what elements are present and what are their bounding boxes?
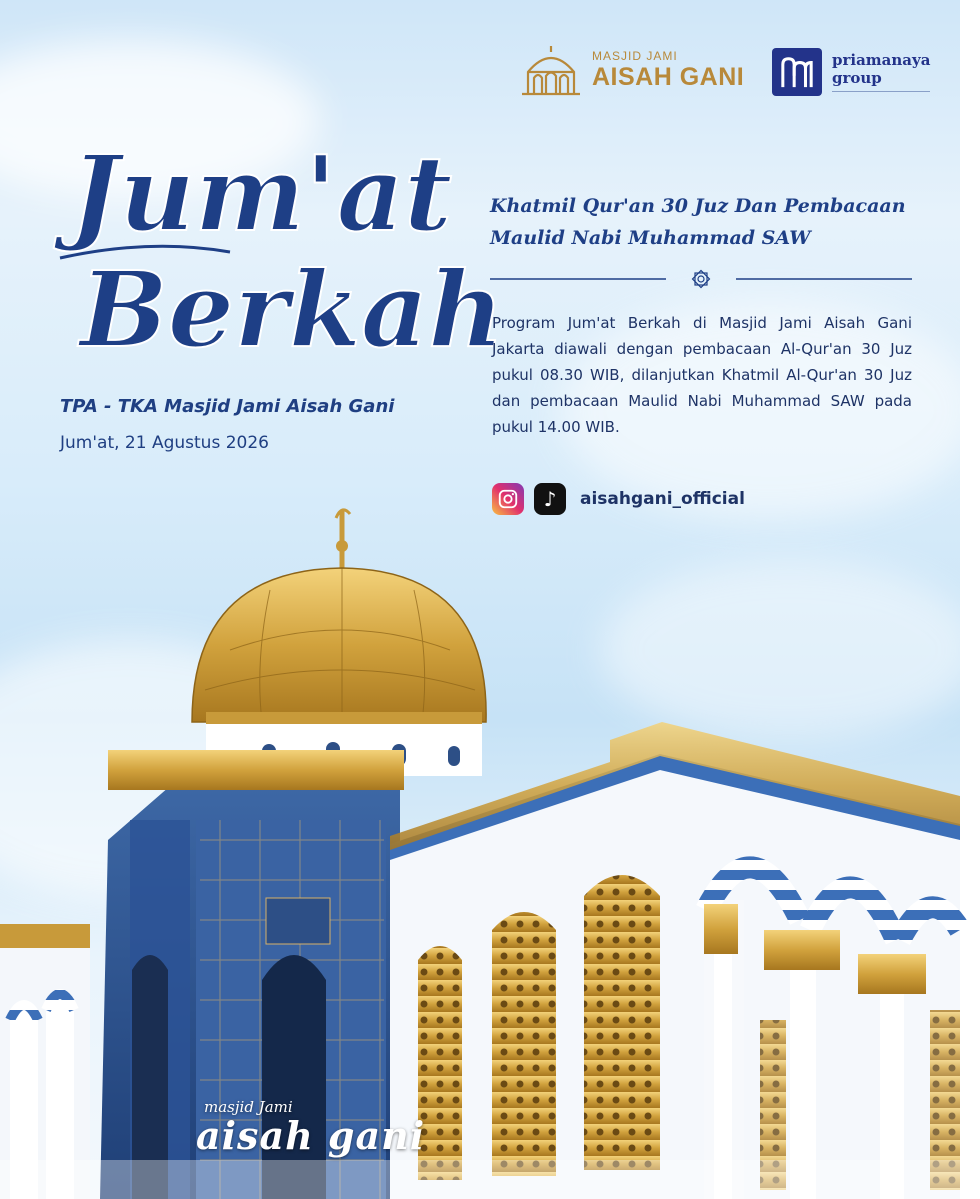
ornament-divider [490,268,912,290]
golden-dome [192,568,486,722]
mosque-dome-icon [520,42,582,98]
watermark-small: masjid Jami [204,1098,293,1116]
program-description: Program Jum'at Berkah di Masjid Jami Aisah Gani Jakarta diawali dengan pembacaan Al-Qur'an 30 Juz pukul 08.30 WIB, dilanjutkan Khatmil Al-Qur'an 30 Juz dan pembacaan Maulid Nabi Muhammad SAW pada pukul 14.00 WIB. [492,314,912,436]
social-handle[interactable]: aisahgani_official [580,489,745,509]
priamanaya-line2: group [832,68,882,87]
subtitle: TPA - TKA Masjid Jami Aisah Gani [60,396,395,417]
tiktok-icon[interactable]: ♪ [534,483,566,515]
mosque-illustration [0,500,960,1199]
title-line2: Berkah [80,248,504,371]
priamanaya-mark-icon [772,48,822,96]
logo-masjid-small-text: MASJID JAMI [592,49,678,63]
title-jumat-berkah [30,118,504,388]
priamanaya-line1: priamanaya [832,51,931,70]
logo-masjid-aisah-gani [520,42,744,98]
event-date: Jum'at, 21 Agustus 2026 [60,433,269,453]
title-line1: Jum'at [70,132,453,255]
headline [490,190,930,254]
headline-line1: Khatmil Qur'an 30 Juz Dan Pembacaan [490,195,906,217]
logo-priamanaya-group [772,48,930,96]
logo-masjid-big-text: AISAH GANI [592,63,745,91]
headline-line2: Maulid Nabi Muhammad SAW [490,227,811,249]
star-ornament-icon [693,271,710,288]
watermark-masjid-jami-aisah-gani [196,1098,426,1158]
watermark-big: aisah gani [196,1113,426,1158]
